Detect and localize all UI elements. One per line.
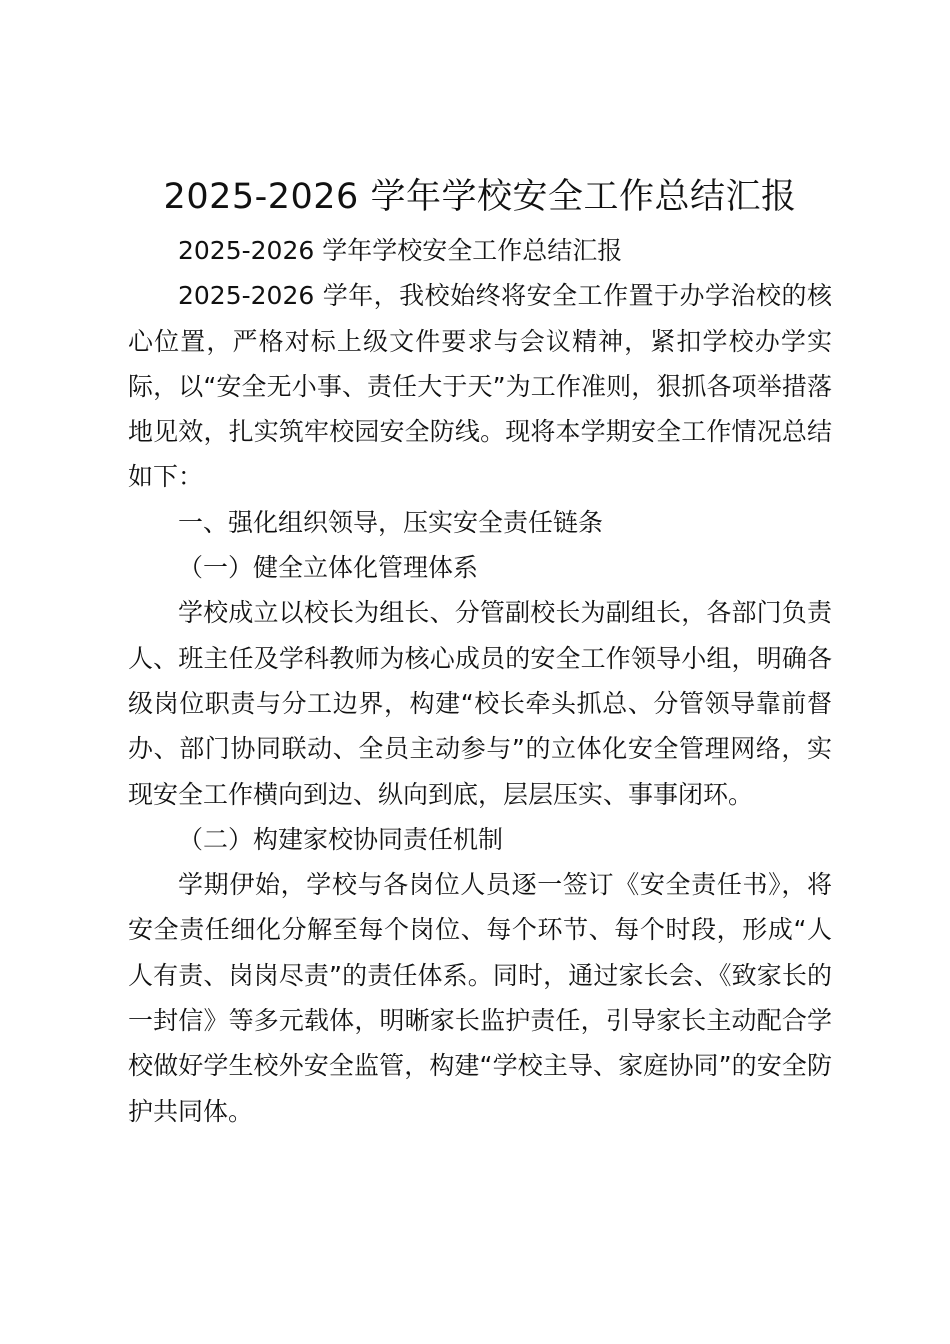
document-body [128,170,832,1134]
intro-paragraph: 2025-2026 学年，我校始终将安全工作置于办学治校的核心位置，严格对标上级文件要求与会议精神，紧扣学校办学实际，以“安全无小事、责任大于天”为工作准则，狠抓各项举措落地见效，扎实筑牢校园安全防线。现将本学期安全工作情况总结如下： [128,281,832,492]
section-heading: 一、强化组织领导，压实安全责任链条 [178,507,604,537]
document-title: 2025-2026 学年学校安全工作总结汇报 [163,177,797,217]
subsection-paragraph: 学校成立以校长为组长、分管副校长为副组长，各部门负责人、班主任及学科教师为核心成员的安全工作领导小组，明确各级岗位职责与分工边界，构建“校长牵头抓总、分管领导靠前督办、部门协同联动、全员主动参与”的立体化安全管理网络，实现安全工作横向到边、纵向到底，层层压实、事事闭环。 [128,598,832,809]
subsection-paragraph: 学期伊始，学校与各岗位人员逐一签订《安全责任书》，将安全责任细化分解至每个岗位、每个环节、每个时段，形成“人人有责、岗岗尽责”的责任体系。同时，通过家长会、《致家长的一封信》等多元载体，明晰家长监护责任，引导家长主动配合学校做好学生校外安全监管，构建“学校主导、家庭协同”的安全防护共同体。 [128,870,832,1126]
subsection-heading: （一）健全立体化管理体系 [178,553,479,583]
document-subtitle: 2025-2026 学年学校安全工作总结汇报 [178,236,623,265]
subsection-heading: （二）构建家校协同责任机制 [178,824,504,854]
